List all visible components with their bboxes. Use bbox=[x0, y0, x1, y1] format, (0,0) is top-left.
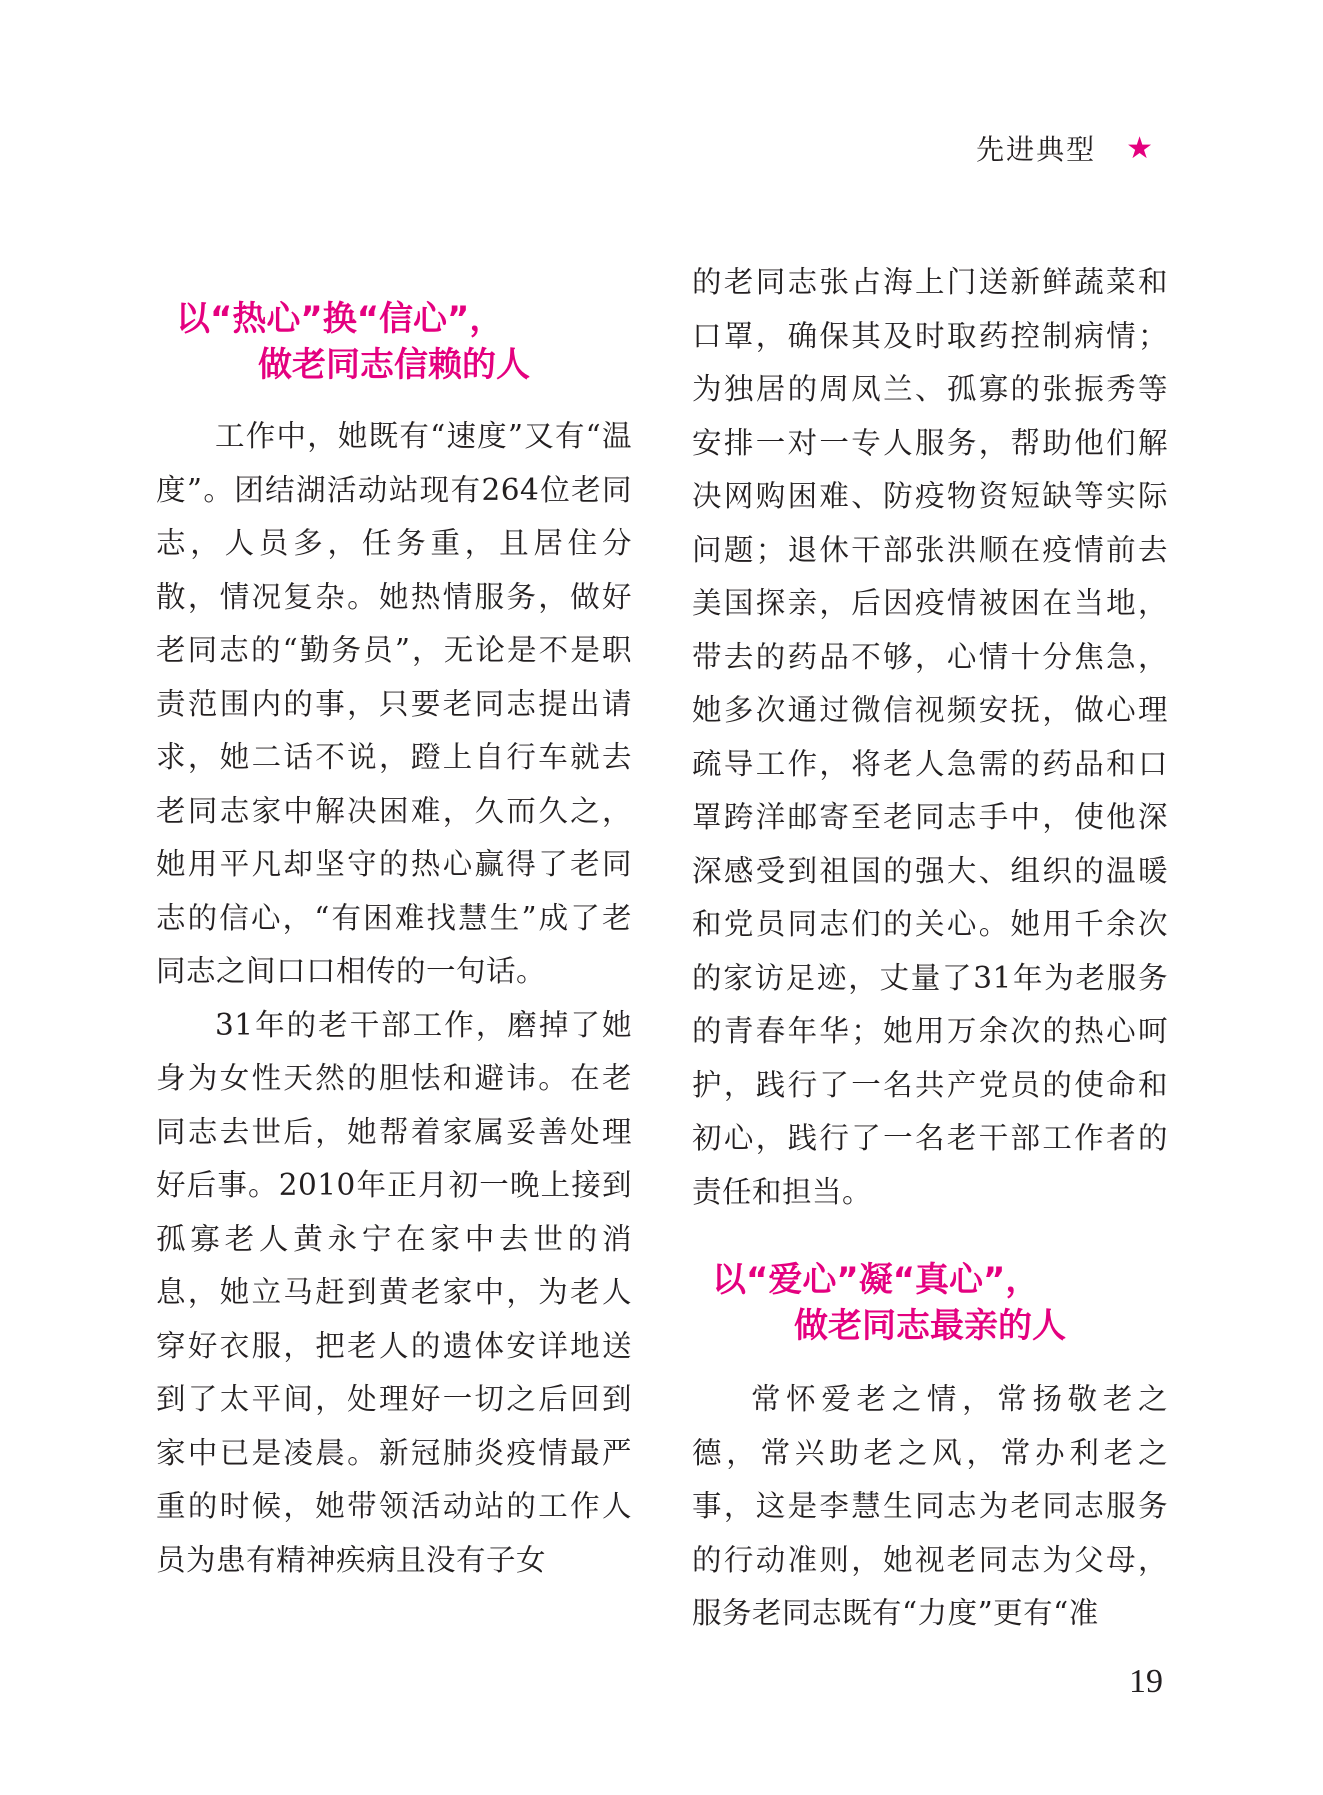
page-number: 19 bbox=[1129, 1663, 1163, 1700]
running-head bbox=[976, 128, 1155, 168]
section-heading-2-line1: 以“爱心”凝“真心”， bbox=[712, 1260, 1040, 1300]
body-paragraph: 常怀爱老之情，常扬敬老之德，常兴助老之风，常办利老之事，这是李慧生同志为老同志服务的行动准则，她视老同志为父母，服务老同志既有“力度”更有“准 bbox=[692, 1382, 1168, 1630]
body-paragraph: 31年的老干部工作，磨掉了她身为女性天然的胆怯和避讳。在老同志去世后，她帮着家属妥善处理好后事。2010年正月初一晚上接到孤寡老人黄永宁在家中去世的消息，她立马赶到黄老家中，为老人穿好衣服，把老人的遗体安详地送到了太平间，处理好一切之后回到家中已是凌晨。新冠肺炎疫情最严重的时候，她带领活动站的工作人员为患有精神疾病且没有子女 bbox=[156, 1007, 632, 1577]
body-paragraph: 工作中，她既有“速度”又有“温度”。团结湖活动站现有264位老同志，人员多，任务重，且居住分散，情况复杂。她热情服务，做好老同志的“勤务员”，无论是不是职责范围内的事，只要老同志提出请求，她二话不说，蹬上自行车就去老同志家中解决困难，久而久之，她用平凡却坚守的热心赢得了老同志的信心，“有困难找慧生”成了老同志之间口口相传的一句话。 bbox=[156, 419, 632, 988]
right-column bbox=[692, 256, 1168, 1641]
left-column bbox=[156, 296, 632, 1587]
section-heading-2-line2: 做老同志最亲的人 bbox=[794, 1306, 1066, 1346]
section-heading-1 bbox=[156, 296, 632, 388]
section-heading-1-line2: 做老同志信赖的人 bbox=[258, 345, 530, 385]
section-title: 先进典型 bbox=[976, 133, 1097, 166]
star-icon: ★ bbox=[1126, 130, 1155, 166]
section-heading-1-line1: 以“热心”换“信心”， bbox=[176, 299, 504, 339]
section-heading-2 bbox=[692, 1257, 1168, 1349]
body-paragraph-continued: 的老同志张占海上门送新鲜蔬菜和口罩，确保其及时取药控制病情；为独居的周凤兰、孤寡的张振秀等安排一对一专人服务，帮助他们解决网购困难、防疫物资短缺等实际问题；退休干部张洪顺在疫情前去美国探亲，后因疫情被困在当地，带去的药品不够，心情十分焦急，她多次通过微信视频安抚，做心理疏导工作，将老人急需的药品和口罩跨洋邮寄至老同志手中，使他深深感受到祖国的强大、组织的温暖和党员同志们的关心。她用千余次的家访足迹，丈量了31年为老服务的青春年华；她用万余次的热心呵护，践行了一名共产党员的使命和初心，践行了一名老干部工作者的责任和担当。 bbox=[692, 265, 1168, 1209]
